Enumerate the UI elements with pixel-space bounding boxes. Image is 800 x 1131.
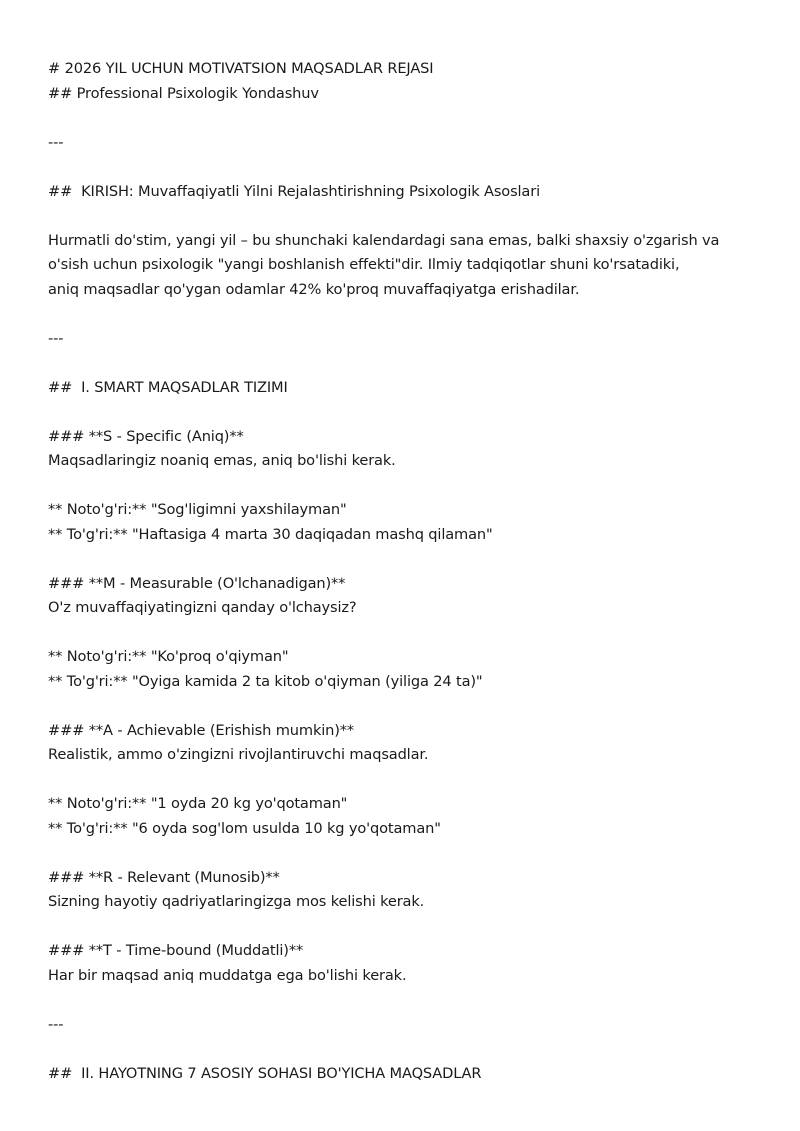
smart-m-heading: ### **M - Measurable (O'lchanadigan)** bbox=[48, 574, 346, 592]
document-subtitle: ## Professional Psixologik Yondashuv bbox=[48, 84, 319, 102]
smart-m-desc: O'z muvaffaqiyatingizni qanday o'lchaysiz? bbox=[48, 599, 357, 616]
horizontal-rule: --- bbox=[48, 329, 64, 347]
smart-r-desc: Sizning hayotiy qadriyatlaringizga mos kelishi kerak. bbox=[48, 893, 425, 910]
smart-a-desc: Realistik, ammo o'zingizni rivojlantiruvchi maqsadlar. bbox=[48, 746, 429, 763]
smart-m-right-example: ** To'g'ri:** "Oyiga kamida 2 ta kitob o'qiyman (yiliga 24 ta)" bbox=[48, 672, 483, 690]
document-page bbox=[48, 57, 760, 1086]
intro-line-2: o'sish uchun psixologik "yangi boshlanish effekti"dir. Ilmiy tadqiqotlar shuni ko'rsatadiki, bbox=[48, 256, 680, 273]
intro-line-1: Hurmatli do'stim, yangi yil – bu shunchaki kalendardagi sana emas, balki shaxsiy o'zgarish va bbox=[48, 231, 720, 249]
document-title: # 2026 YIL UCHUN MOTIVATSION MAQSADLAR REJASI bbox=[48, 60, 434, 77]
smart-heading: ## I. SMART MAQSADLAR TIZIMI bbox=[48, 378, 288, 396]
smart-a-wrong-example: ** Noto'g'ri:** "1 oyda 20 kg yo'qotaman" bbox=[48, 795, 348, 812]
smart-s-desc: Maqsadlaringiz noaniq emas, aniq bo'lishi kerak. bbox=[48, 452, 396, 469]
horizontal-rule: --- bbox=[48, 1015, 64, 1033]
smart-s-heading: ### **S - Specific (Aniq)** bbox=[48, 427, 244, 445]
smart-a-right-example: ** To'g'ri:** "6 oyda sog'lom usulda 10 kg yo'qotaman" bbox=[48, 819, 441, 837]
section-2-heading: ## II. HAYOTNING 7 ASOSIY SOHASI BO'YICHA MAQSADLAR bbox=[48, 1064, 482, 1082]
horizontal-rule: --- bbox=[48, 133, 64, 151]
smart-t-heading: ### **T - Time-bound (Muddatli)** bbox=[48, 942, 304, 959]
smart-s-wrong-example: ** Noto'g'ri:** "Sog'ligimni yaxshilayman" bbox=[48, 501, 347, 518]
smart-t-desc: Har bir maqsad aniq muddatga ega bo'lishi kerak. bbox=[48, 966, 407, 984]
intro-line-3: aniq maqsadlar qo'ygan odamlar 42% ko'proq muvaffaqiyatga erishadilar. bbox=[48, 280, 580, 298]
intro-heading: ## KIRISH: Muvaffaqiyatli Yilni Rejalashtirishning Psixologik Asoslari bbox=[48, 182, 540, 200]
smart-m-wrong-example: ** Noto'g'ri:** "Ko'proq o'qiyman" bbox=[48, 648, 289, 665]
smart-a-heading: ### **A - Achievable (Erishish mumkin)** bbox=[48, 721, 355, 739]
smart-r-heading: ### **R - Relevant (Munosib)** bbox=[48, 868, 280, 886]
smart-s-right-example: ** To'g'ri:** "Haftasiga 4 marta 30 daqiqadan mashq qilaman" bbox=[48, 525, 493, 543]
